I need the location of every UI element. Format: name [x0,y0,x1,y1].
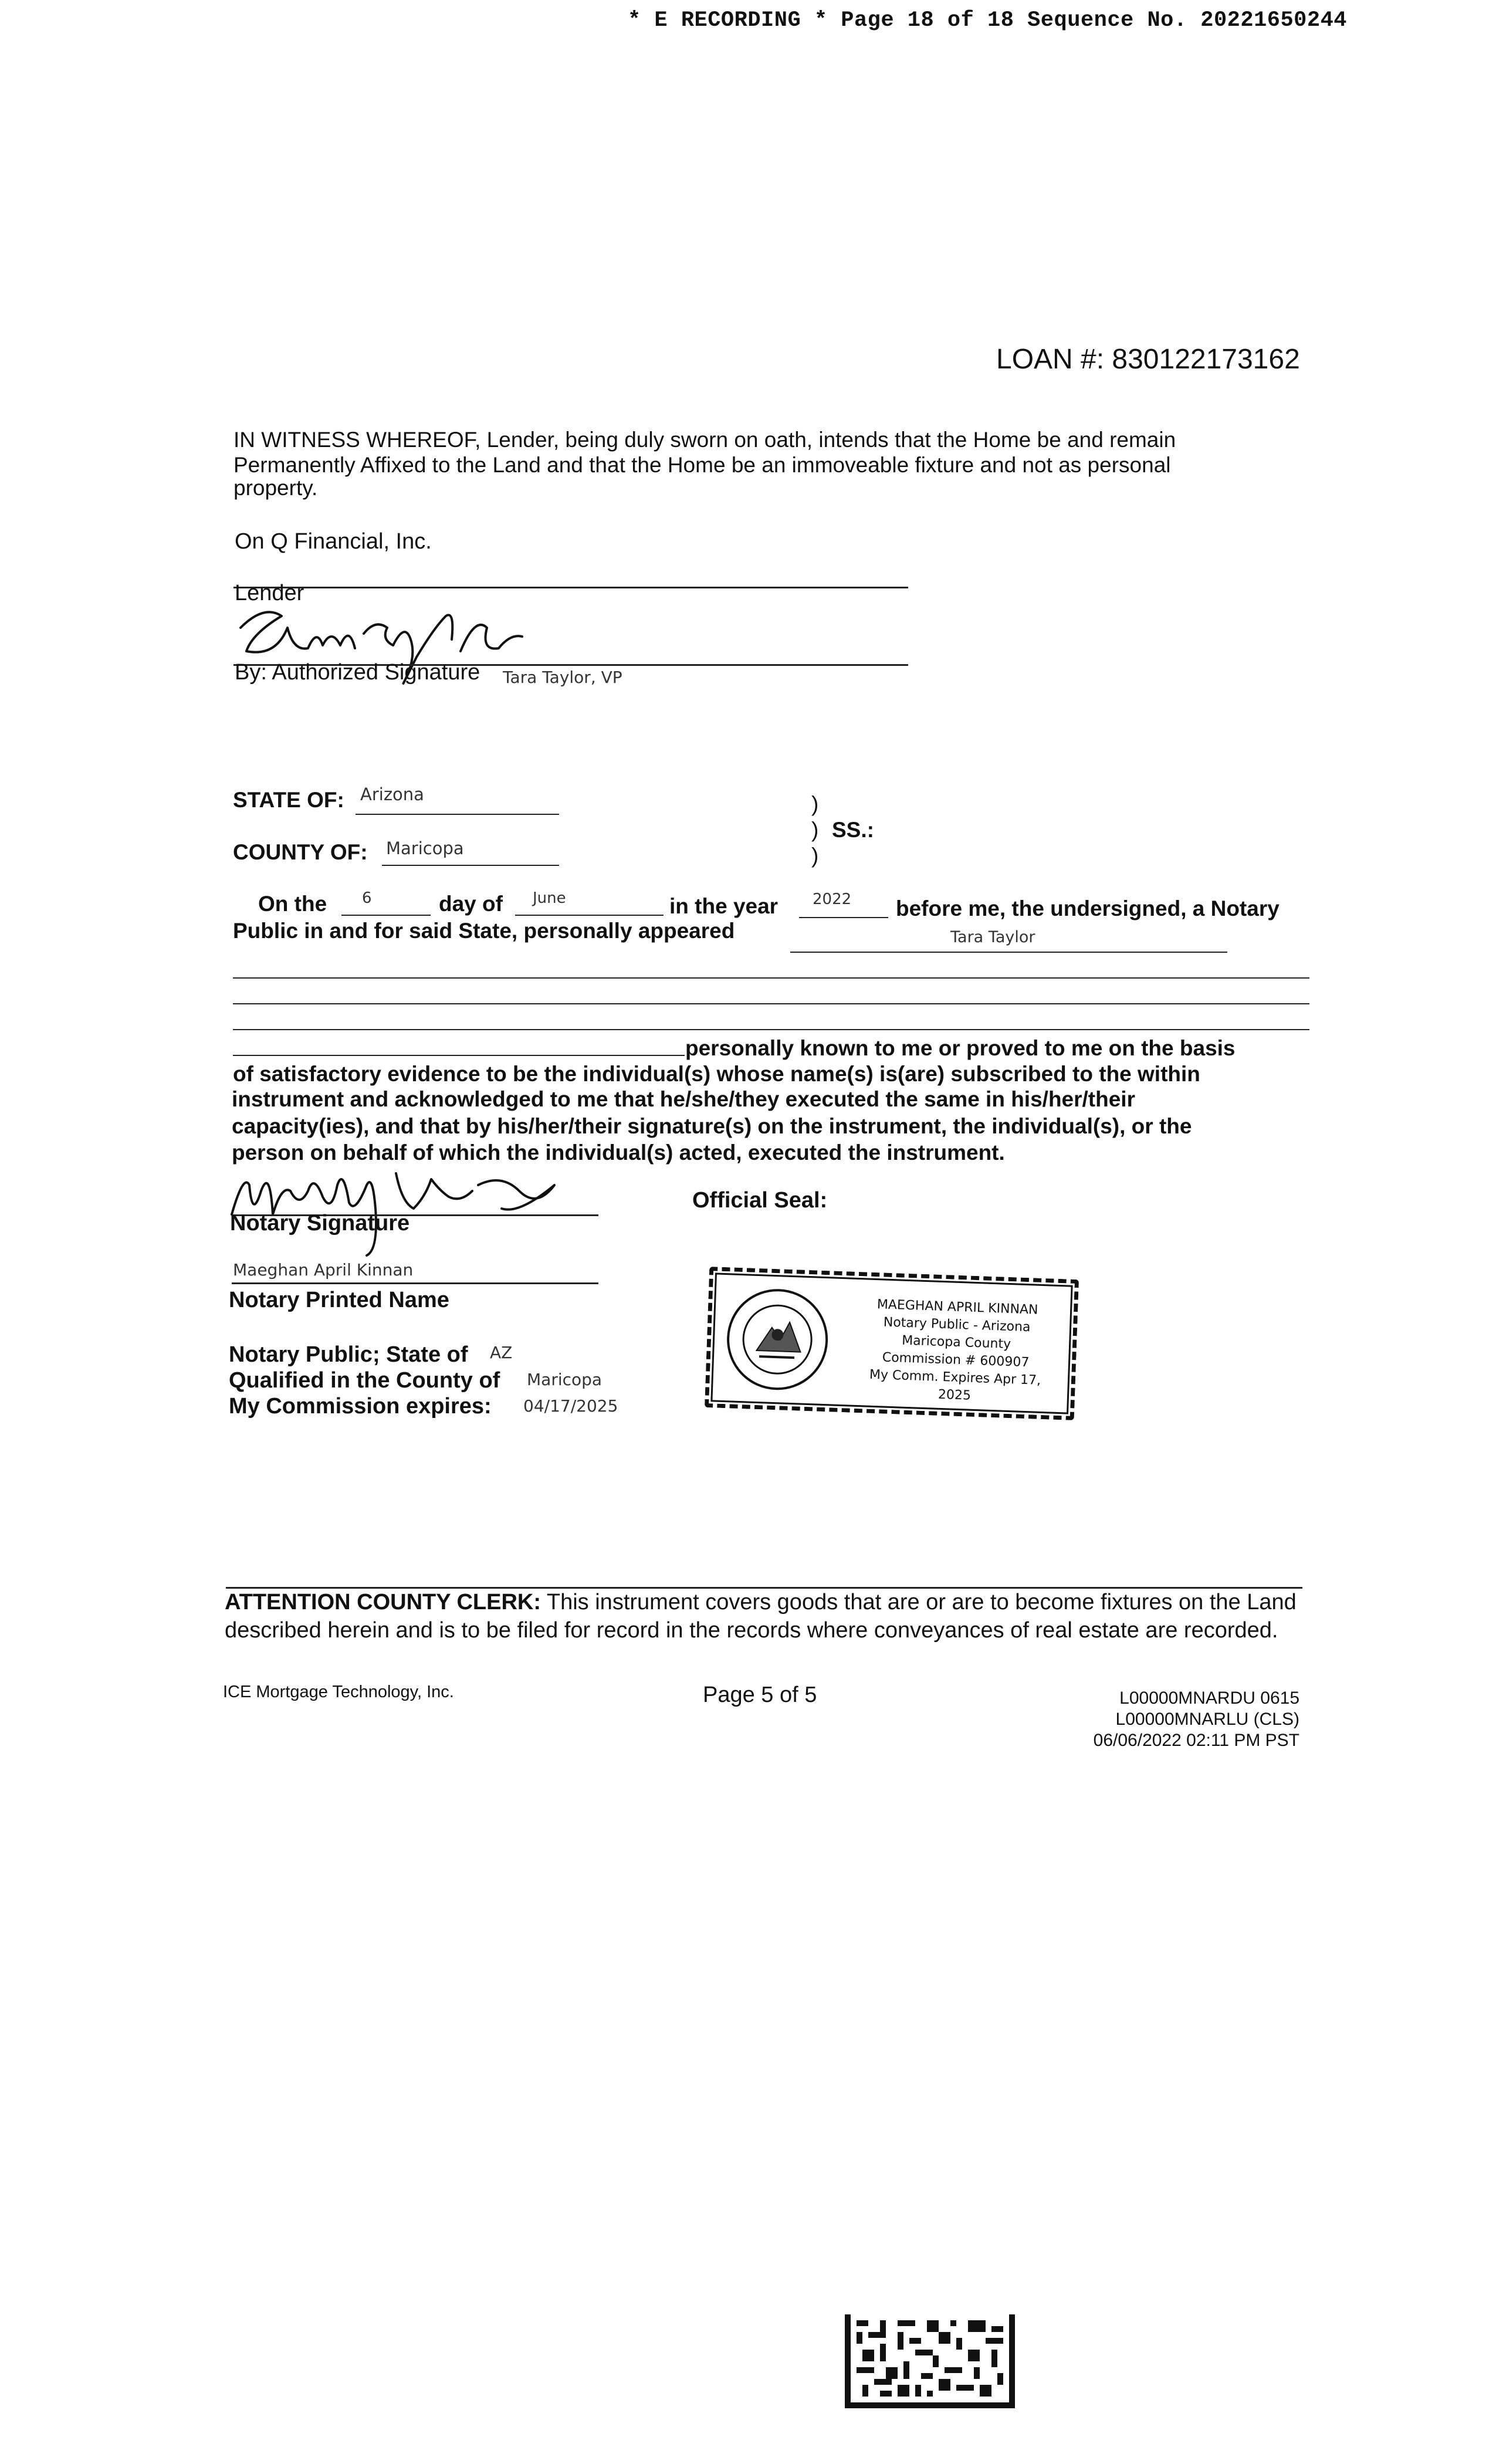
notary-county-label: Qualified in the County of [229,1368,500,1393]
county-underline [382,865,559,866]
notary-signature-label: Notary Signature [230,1211,410,1236]
witness-line-3: property. [233,476,318,500]
state-underline [356,814,559,815]
known-line: personally known to me or proved to me on the basis [685,1036,1236,1060]
arizona-state-seal-icon [723,1285,832,1394]
blank-line-4 [233,1055,685,1056]
on-the-label: On the [258,892,327,916]
printed-name-line [232,1282,598,1284]
authorized-signature-label: By: Authorized Signature [235,660,480,685]
notary-printed-label: Notary Printed Name [229,1288,449,1312]
notary-county-value: Maricopa [527,1370,603,1389]
year-underline [799,917,888,918]
clerk-divider [226,1587,1302,1589]
clerk-line-1 [225,1590,1297,1615]
month-underline [515,915,664,916]
paren-1: ) [811,792,819,816]
paren-2: ) [811,818,819,842]
stamp-county: Maricopa County [901,1333,1011,1352]
blank-line-2 [233,1003,1309,1004]
appeared-underline [790,952,1227,953]
stamp-expires: My Comm. Expires Apr 17, 2025 [869,1367,1041,1403]
loan-number: LOAN #: 830122173162 [996,344,1300,375]
footer-code-2: L00000MNARLU (CLS) [1115,1710,1299,1729]
day-value: 6 [362,889,372,907]
recording-header: * E RECORDING * Page 18 of 18 Sequence No. 20221650244 [628,8,1347,33]
commission-expires-label: My Commission expires: [229,1394,492,1419]
official-seal-label: Official Seal: [692,1188,828,1213]
witness-line-1: IN WITNESS WHEREOF, Lender, being duly sworn on oath, intends that the Home be and remain [233,428,1176,452]
commission-expires-value: 04/17/2025 [523,1396,618,1416]
public-line: Public in and for said State, personally appeared [233,919,735,943]
footer-timestamp: 06/06/2022 02:11 PM PST [1093,1731,1299,1750]
appeared-value: Tara Taylor [950,928,1035,946]
county-value: Maricopa [386,838,464,858]
ack-line-1: of satisfactory evidence to be the individual(s) whose name(s) is(are) subscribed to the within [233,1062,1200,1086]
notary-stamp [705,1267,1079,1420]
lender-signer-name: Tara Taylor, VP [503,668,622,687]
notary-signature [226,1150,590,1261]
month-value: June [533,889,566,907]
lender-company: On Q Financial, Inc. [235,529,432,554]
stamp-title: Notary Public - Arizona [883,1315,1031,1335]
clerk-label: ATTENTION COUNTY CLERK: [225,1590,541,1615]
notary-state-value: AZ [490,1343,513,1362]
ss-label: SS.: [832,818,874,842]
stamp-name: MAEGHAN APRIL KINNAN [876,1297,1038,1318]
barcode-icon [845,2314,1015,2408]
paren-3: ) [811,844,819,868]
footer-code-1: L00000MNARDU 0615 [1119,1688,1299,1708]
in-the-year-label: in the year [669,894,779,918]
year-value: 2022 [813,891,852,908]
witness-line-2: Permanently Affixed to the Land and that the Home be an immoveable fixture and not as personal [233,453,1171,477]
notary-state-label: Notary Public; State of [229,1342,468,1367]
ack-line-2: instrument and acknowledged to me that he/she/they executed the same in his/her/their [232,1087,1135,1111]
notary-printed-value: Maeghan April Kinnan [233,1260,414,1280]
lender-label: Lender [235,581,304,605]
stamp-commission: Commission # 600907 [882,1350,1030,1370]
state-value: Arizona [360,784,424,804]
ack-line-3: capacity(ies), and that by his/her/their signature(s) on the instrument, the individual(s), or the [232,1114,1192,1138]
lender-line [233,587,908,588]
footer-vendor: ICE Mortgage Technology, Inc. [223,1683,454,1701]
clerk-line-1-rest: This instrument covers goods that are or are to become fixtures on the Land [546,1590,1297,1615]
day-underline [341,915,431,916]
county-label: COUNTY OF: [233,840,368,864]
clerk-line-2: described herein and is to be filed for record in the records where conveyances of real estate are recorded. [225,1618,1278,1643]
footer-page: Page 5 of 5 [703,1683,817,1707]
day-of-label: day of [439,892,503,916]
blank-line-1 [233,977,1309,979]
ack-line-4: person on behalf of which the individual(s) acted, executed the instrument. [232,1140,1005,1165]
blank-line-3 [233,1029,1309,1030]
state-label: STATE OF: [233,788,344,812]
before-me-text: before me, the undersigned, a Notary [896,896,1280,920]
